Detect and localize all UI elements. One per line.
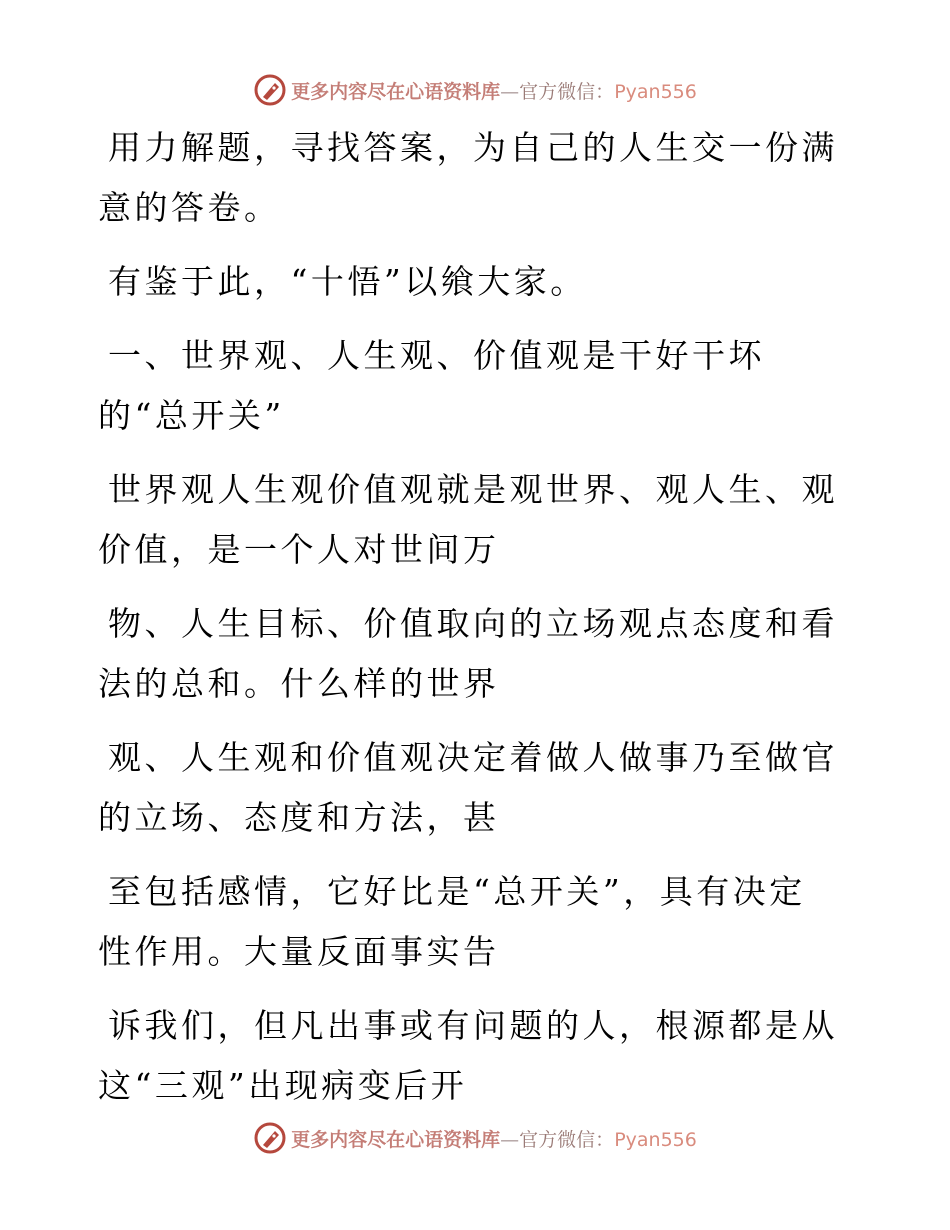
paragraph-6: 观、人生观和价值观决定着做人做事乃至做官的立场、态度和方法，甚 xyxy=(98,738,838,837)
banner-text xyxy=(291,1125,697,1152)
banner-main-text: 更多内容尽在心语资料库 xyxy=(291,80,501,103)
paragraph-3: 一、世界观、人生观、价值观是干好干坏的“总开关” xyxy=(98,336,765,435)
header-banner xyxy=(0,70,950,110)
paragraph-8: 诉我们，但凡出事或有问题的人，根源都是从这“三观”出现病变后开 xyxy=(98,1006,838,1105)
paragraph-4: 世界观人生观价值观就是观世界、观人生、观价值，是一个人对世间万 xyxy=(98,470,838,569)
footer-banner xyxy=(0,1118,950,1158)
banner-account: Pyan556 xyxy=(614,80,697,103)
paragraph-1: 用力解题，寻找答案，为自己的人生交一份满意的答卷。 xyxy=(98,128,838,227)
banner-dash: — xyxy=(500,80,520,103)
banner-dash: — xyxy=(500,1128,520,1151)
paragraph-5: 物、人生目标、价值取向的立场观点态度和看法的总和。什么样的世界 xyxy=(98,604,838,703)
paragraph-2: 有鉴于此，“十悟”以飨大家。 xyxy=(108,262,587,301)
banner-main-text: 更多内容尽在心语资料库 xyxy=(291,1128,501,1151)
banner-account: Pyan556 xyxy=(614,1128,697,1151)
pen-nib-logo-icon xyxy=(253,1121,287,1155)
paragraph-7: 至包括感情，它好比是“总开关”，具有决定性作用。大量反面事实告 xyxy=(98,872,806,971)
banner-text xyxy=(291,77,697,104)
pen-nib-logo-icon xyxy=(253,73,287,107)
banner-official-label: 官方微信： xyxy=(519,80,615,103)
document-body xyxy=(98,118,838,1130)
banner-official-label: 官方微信： xyxy=(519,1128,615,1151)
